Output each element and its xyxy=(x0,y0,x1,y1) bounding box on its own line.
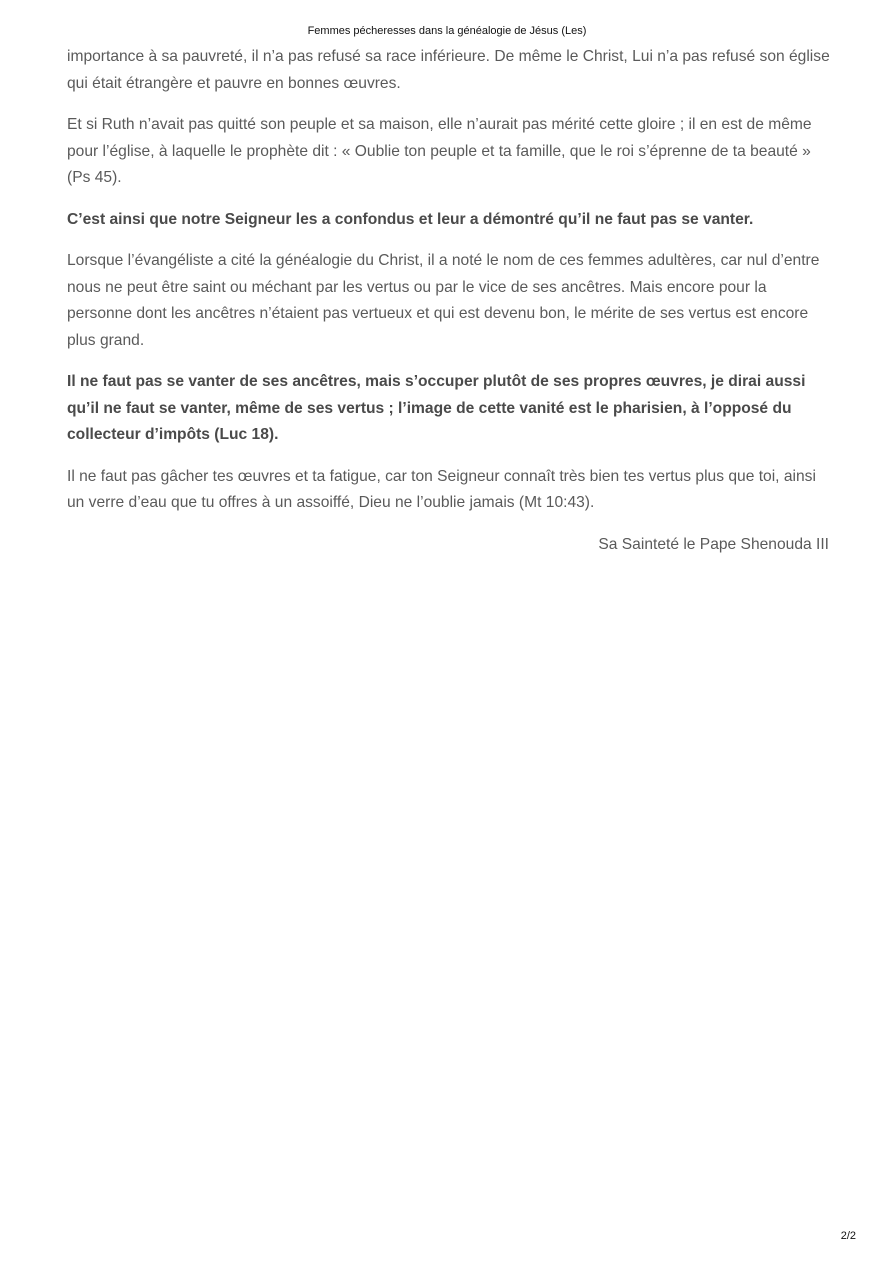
paragraph-6: Il ne faut pas gâcher tes œuvres et ta fatigue, car ton Seigneur connaît très bien tes vertus plus que toi, ainsi un verre d’eau que tu offres à un assoiffé, Dieu ne l’oublie jamais (Mt 10:43). xyxy=(67,467,816,511)
paragraph-3-bold: C’est ainsi que notre Seigneur les a confondus et leur a démontré qu’il ne faut pas se vanter. xyxy=(67,210,754,228)
article-body xyxy=(67,44,831,558)
paragraph-4: Lorsque l’évangéliste a cité la généalogie du Christ, il a noté le nom de ces femmes adultères, car nul d’entre nous ne peut être saint ou méchant par les vertus ou par le vice de ses ancêtres. Mais encore pour la personne dont les ancêtres n’étaient pas vertueux et qui est devenu bon, le mérite de ses vertus est encore plus grand. xyxy=(67,252,820,349)
page-header-title: Femmes pécheresses dans la généalogie de Jésus (Les) xyxy=(307,25,587,37)
page-number: 2/2 xyxy=(840,1230,856,1242)
paragraph-1: importance à sa pauvreté, il n’a pas refusé sa race inférieure. De même le Christ, Lui n’a pas refusé son église qui était étrangère et pauvre en bonnes œuvres. xyxy=(67,48,830,92)
paragraph-5-bold: Il ne faut pas se vanter de ses ancêtres, mais s’occuper plutôt de ses propres œuvres, je dirai aussi qu’il ne faut se vanter, même de ses vertus ; l’image de cette vanité est le pharisien, à l’opposé du collecteur d’impôts (Luc 18). xyxy=(67,373,806,443)
author-signature: Sa Sainteté le Pape Shenouda III xyxy=(598,535,829,553)
paragraph-2: Et si Ruth n’avait pas quitté son peuple et sa maison, elle n’aurait pas mérité cette gloire ; il en est de même pour l’église, à laquelle le prophète dit : « Oublie ton peuple et ta famille, que le roi s’éprenne de ta beauté » (Ps 45). xyxy=(67,116,812,186)
